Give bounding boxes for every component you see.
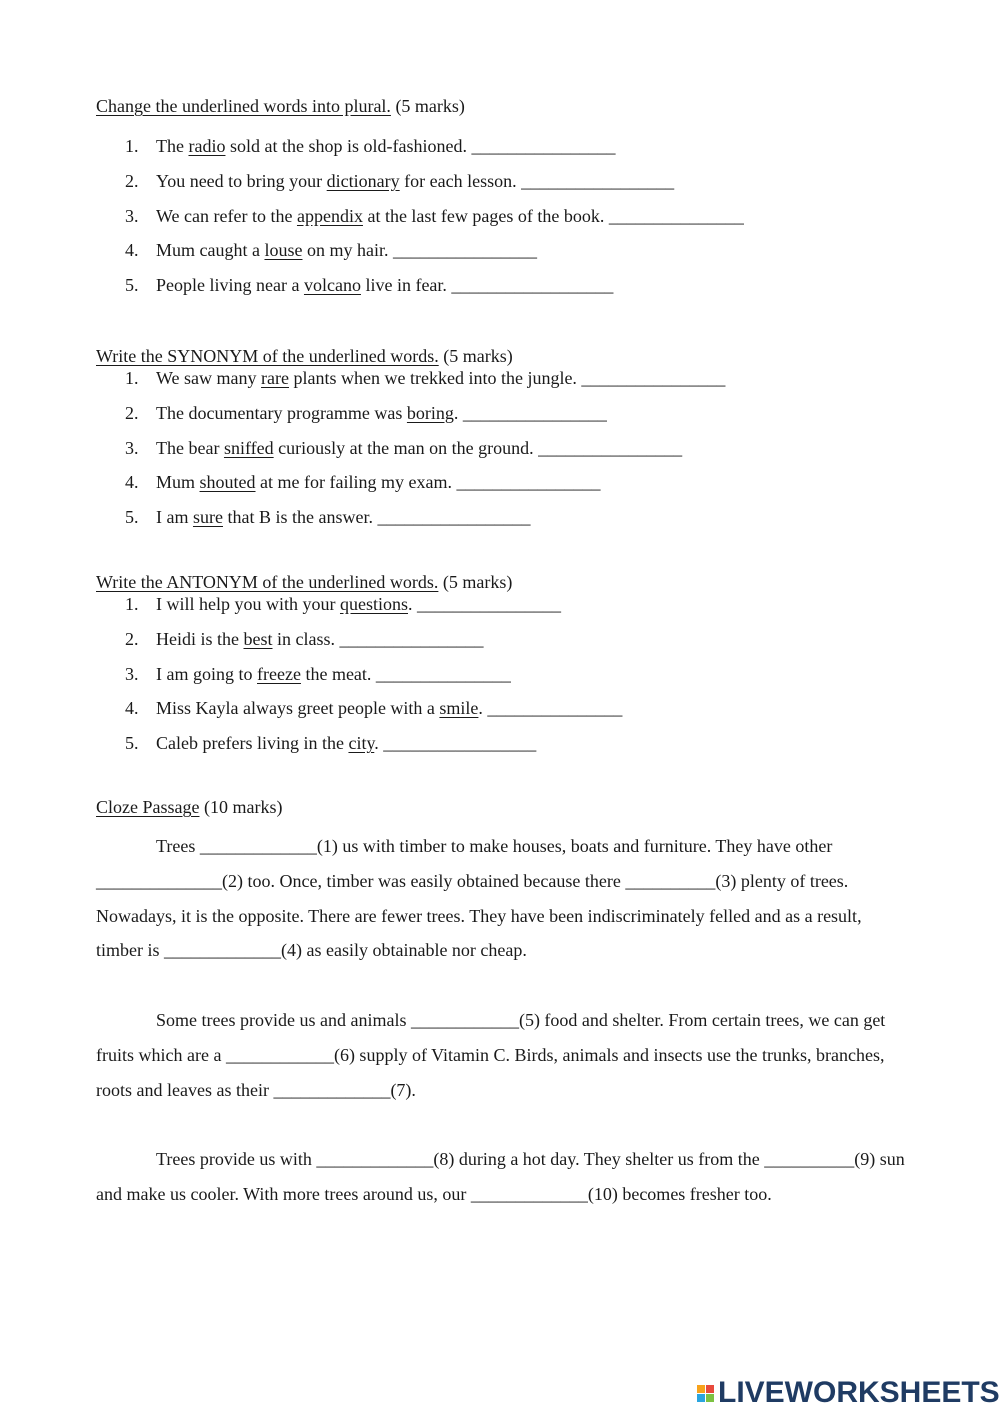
antonym-list — [96, 587, 906, 761]
underlined-word: boring — [406, 402, 454, 423]
plural-marks: (5 marks) — [395, 96, 465, 116]
synonym-title: Write the SYNONYM of the underlined words. — [96, 345, 439, 366]
list-item: 3. The bear sniffed curiously at the man on the ground. ________________ — [125, 437, 683, 458]
cloze-paragraph: Some trees provide us and animals ____________(5) food and shelter. From certain trees, we can get fruits which are a ____________(6) supply of Vitamin C. Birds, animals and insects use the trunks, branches, roots and leaves as their _____________(7). — [96, 1009, 886, 1100]
list-item: 1. We saw many rare plants when we trekked into the jungle. ________________ — [125, 367, 726, 388]
underlined-word: appendix — [296, 205, 363, 226]
list-item: 5. Caleb prefers living in the city. _________________ — [125, 733, 537, 754]
worksheet — [96, 93, 906, 1212]
underlined-word: sniffed — [223, 437, 274, 458]
list-item: 4. Miss Kayla always greet people with a smile. _______________ — [125, 698, 623, 719]
underlined-word: dictionary — [326, 170, 400, 191]
plural-list — [96, 129, 906, 303]
underlined-word: city — [348, 733, 375, 754]
synonym-marks: (5 marks) — [443, 345, 513, 366]
underlined-word: volcano — [303, 275, 361, 296]
underlined-word: rare — [261, 367, 289, 388]
list-item: 5. People living near a volcano live in fear. __________________ — [125, 275, 614, 296]
underlined-word: best — [243, 628, 273, 649]
logo-icon — [697, 1385, 714, 1402]
list-item: 2. The documentary programme was boring. ________________ — [125, 402, 607, 423]
synonym-list — [96, 361, 906, 535]
list-item: 4. Mum caught a louse on my hair. ________________ — [125, 240, 537, 261]
cloze-passage — [96, 829, 906, 1212]
plural-title: Change the underlined words into plural. — [96, 96, 391, 116]
underlined-word: sure — [192, 507, 223, 528]
underlined-word: freeze — [257, 663, 301, 684]
cloze-paragraph: Trees _____________(1) us with timber to make houses, boats and furniture. They have other ______________(2) too. Once, timber was easily obtained because there __________(3) plenty of trees. Nowadays, it is the opposite. There are fewer trees. They have been indiscriminately felled and as a result, timber is _____________(4) as easily obtainable nor cheap. — [96, 835, 862, 961]
cloze-paragraph: Trees provide us with _____________(8) during a hot day. They shelter us from the __________(9) sun and make us cooler. With more trees around us, our _____________(10) becomes fresher too. — [96, 1149, 905, 1204]
list-item: 3. We can refer to the appendix at the last few pages of the book. _______________ — [125, 205, 744, 226]
list-item: 1. The radio sold at the shop is old-fashioned. ________________ — [125, 136, 616, 156]
underlined-word: radio — [188, 136, 226, 156]
underlined-word: louse — [264, 240, 303, 261]
underlined-word: shouted — [199, 472, 256, 493]
cloze-title: Cloze Passage — [96, 796, 200, 817]
liveworksheets-logo — [697, 1375, 1000, 1411]
cloze-heading — [96, 794, 906, 820]
list-item: 2. You need to bring your dictionary for each lesson. _________________ — [125, 170, 675, 191]
underlined-word: smile — [439, 698, 479, 719]
plural-heading — [96, 93, 906, 119]
list-item: 3. I am going to freeze the meat. _______________ — [125, 663, 511, 684]
list-item: 1. I will help you with your questions. ________________ — [125, 593, 561, 614]
underlined-word: questions — [339, 593, 408, 614]
antonym-marks: (5 marks) — [442, 571, 513, 592]
antonym-title: Write the ANTONYM of the underlined words. — [96, 571, 439, 592]
list-item: 5. I am sure that B is the answer. _________________ — [125, 507, 531, 528]
cloze-marks: (10 marks) — [203, 796, 283, 817]
list-item: 2. Heidi is the best in class. ________________ — [125, 628, 484, 649]
list-item: 4. Mum shouted at me for failing my exam. ________________ — [125, 472, 601, 493]
brand-name: LIVEWORKSHEETS — [718, 1376, 1000, 1409]
